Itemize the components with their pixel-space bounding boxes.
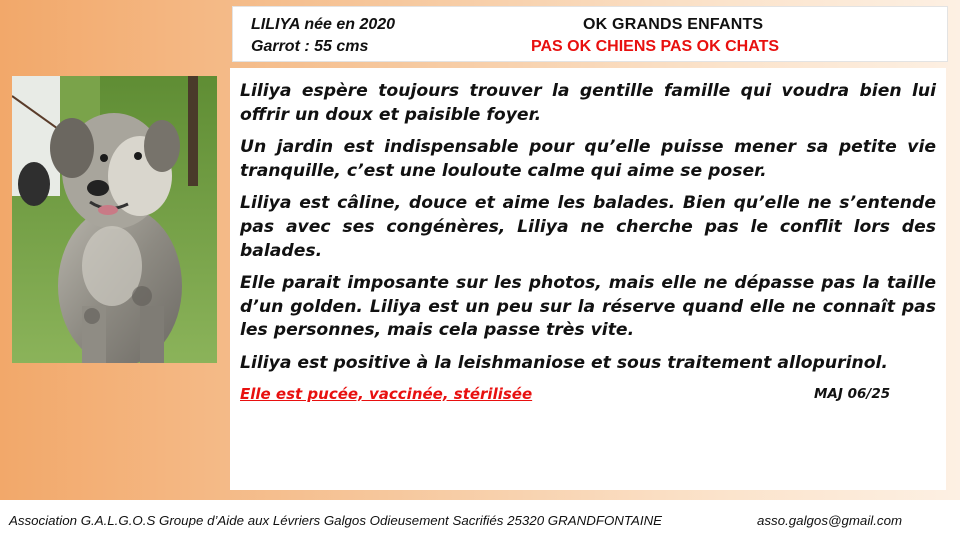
dog-name-birth: LILIYA née en 2020 [251,16,396,33]
description-paragraph: Un jardin est indispensable pour qu’elle puisse mener sa petite vie tranquille, c’est une louloute calme qui aime se poser. [240,137,936,181]
description-paragraph: Elle parait imposante sur les photos, mais elle ne dépasse pas la taille d’un golden. Liliya est un peu sur la réserve quand elle ne connaît pas les personnes, mais cela passe très vite. [240,273,936,341]
description-paragraph: Liliya est câline, douce et aime les balades. Bien qu’elle ne s’entende pas avec ses congénères, Liliya ne cherche pas le conflit lors des balades. [240,193,936,261]
description-paragraph: Liliya est positive à la leishmaniose et sous traitement allopurinol. [240,352,888,373]
dog-photo [12,76,217,363]
dog-height: Garrot : 55 cms [251,38,369,55]
association-info: Association G.A.L.G.O.S Groupe d’Aide aux Lévriers Galgos Odieusement Sacrifiés 25320 GRANDFONTAINE [9,513,663,528]
header-box [232,6,948,62]
compatibility-not-ok: PAS OK CHIENS PAS OK CHATS [531,38,780,55]
description-box [230,68,946,490]
description-paragraph: Liliya espère toujours trouver la gentille famille qui voudra bien lui offrir un doux et paisible foyer. [240,81,936,125]
update-date: MAJ 06/25 [814,385,891,402]
microchip-status: Elle est pucée, vaccinée, stérilisée [240,384,533,403]
compatibility-ok: OK GRANDS ENFANTS [583,16,764,33]
status-line [240,385,936,409]
footer-bar [0,500,960,540]
contact-email: asso.galgos@gmail.com [757,513,903,528]
